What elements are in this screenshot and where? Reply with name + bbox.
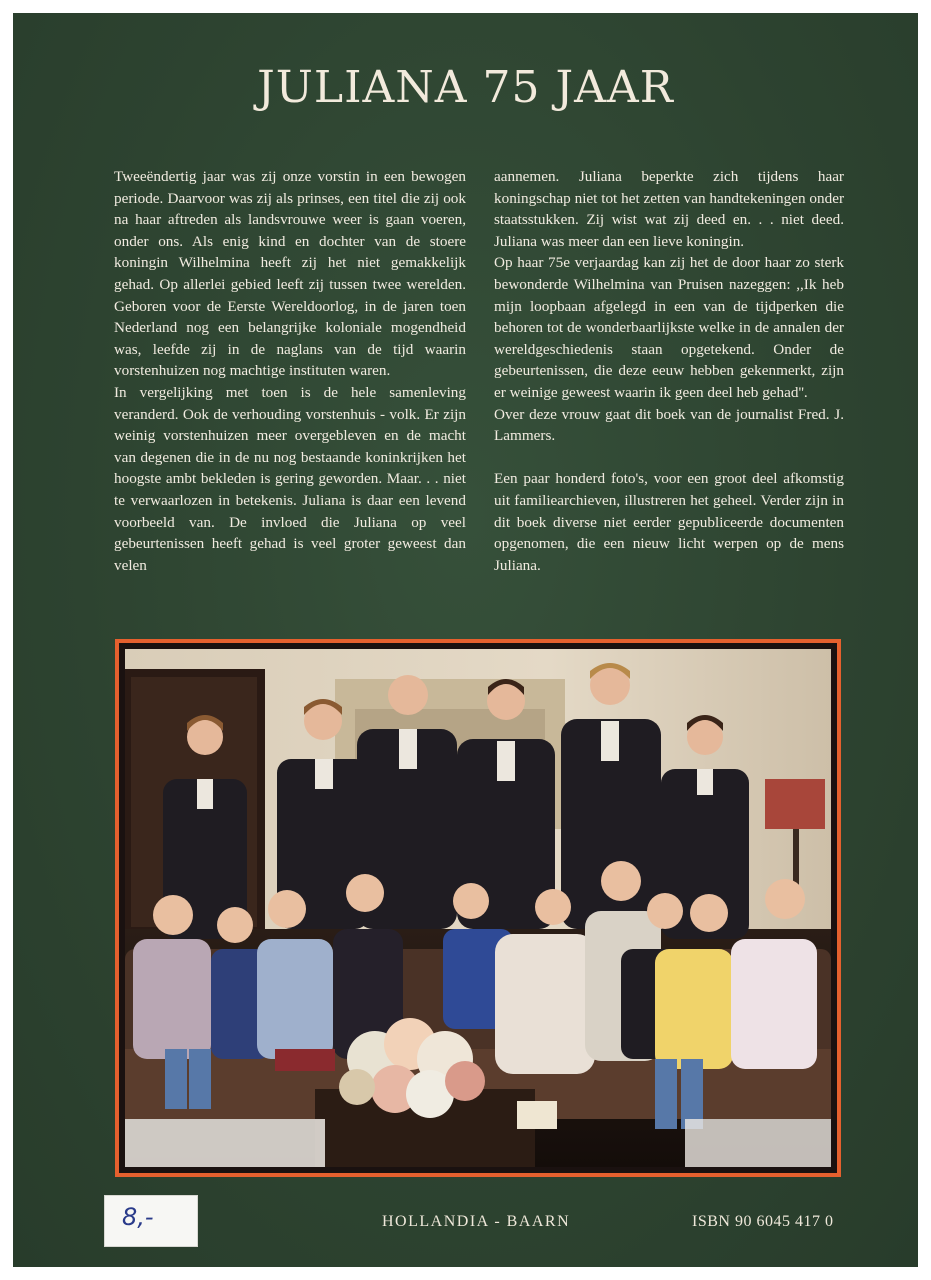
isbn-number: ISBN 90 6045 417 0 [692, 1213, 834, 1230]
price-sticker [104, 1195, 198, 1247]
family-photo-illustration [125, 649, 831, 1167]
price-handwritten: 8,- [122, 1203, 154, 1231]
text-column-left [114, 166, 466, 576]
family-photo-frame [115, 639, 841, 1177]
publisher-name: HOLLANDIA - BAARN [382, 1213, 571, 1230]
family-photo [119, 643, 837, 1173]
paragraph: aannemen. Juliana beperkte zich tijdens haar koningschap niet tot het zetten van handtekeningen onder staatsstukken. Zij wist wat zij deed en. . . niet deed. Juliana was meer dan een lieve koningin. [494, 168, 844, 250]
book-title: JULIANA 75 JAAR [257, 62, 674, 113]
paragraph: Op haar 75e verjaardag kan zij het de door haar zo sterk bewonderde Wilhelmina van Pruisen nazeggen: ,,Ik heb mijn loopbaan afgelegd in een van de tijdperken die behoren tot de wonderbaarlijkste welke in de annalen der wereldgeschiedenis staan opgetekend. Onder de gebeurtenissen, die deze eeuw hebben gekenmerkt, zijn er weinige geweest waarin ik geen deel heb gehad''. [494, 254, 844, 401]
paragraph: Een paar honderd foto's, voor een groot deel afkomstig uit familiearchieven, illustreren het geheel. Verder zijn in dit boek diverse niet eerder gepubliceerde documenten opgenomen, die een nieuw licht werpen op de mens Juliana. [494, 470, 844, 574]
paragraph: In vergelijking met toen is de hele samenleving veranderd. Ook de verhouding vorstenhuis - volk. Er zijn weinig vorstenhuizen meer overgebleven en de macht van degenen die in de nu nog bestaande koninkrijken het hoogste ambt bekleden is gering geworden. Maar. . . niet te verwaarlozen in betekenis. Juliana is daar een levend voorbeeld van. De invloed die Juliana op veel gebeurtenissen heeft gehad is veel groter geweest dan velen [114, 383, 466, 574]
paragraph: Tweeëndertig jaar was zij onze vorstin in een bewogen periode. Daarvoor was zij als prinses, een titel die zij ook na haar aftreden als landsvrouwe weer is gaan voeren, onder ons. Als enig kind en dochter van de stoere koningin Wilhelmina heeft zij het niet gemakkelijk gehad. Op allerlei gebied leeft zij tussen twee werelden. Geboren voor de Eerste Wereldoorlog, in de jaren toen Nederland nog een belangrijke koloniale mogendheid was, leefde zij in de naglans van de tijd waarin vorstenhuizen nog machtige instituten waren. [114, 168, 466, 380]
paragraph: Over deze vrouw gaat dit boek van de journalist Fred. J. Lammers. [494, 405, 844, 445]
text-column-right [494, 166, 844, 576]
